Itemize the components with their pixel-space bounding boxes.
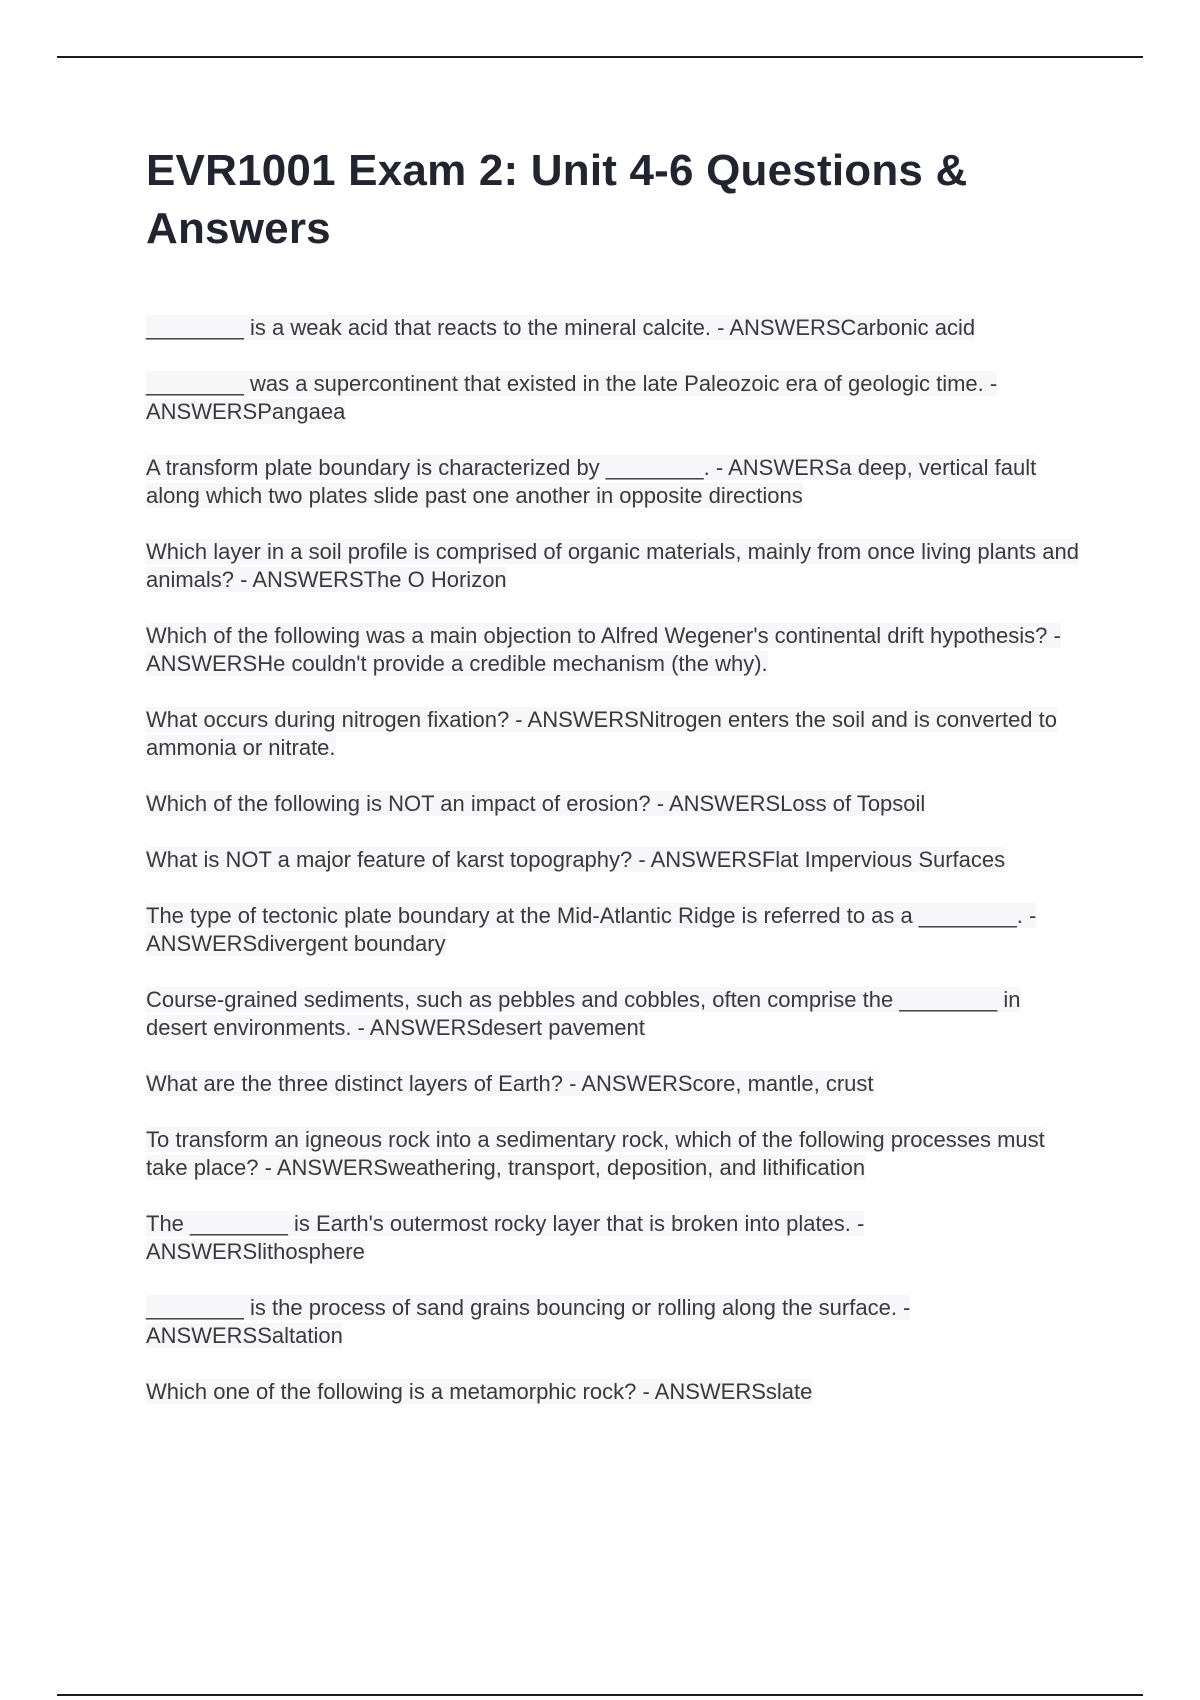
qa-item: What is NOT a major feature of karst topography? - ANSWERSFlat Impervious Surfaces	[146, 847, 1006, 872]
document-title: EVR1001 Exam 2: Unit 4-6 Questions & Answers	[146, 146, 968, 253]
qa-item: Which one of the following is a metamorphic rock? - ANSWERSslate	[146, 1379, 813, 1404]
top-divider	[57, 56, 1143, 58]
qa-item: ________ is a weak acid that reacts to the mineral calcite. - ANSWERSCarbonic acid	[146, 315, 976, 340]
qa-item: A transform plate boundary is characterized by ________. - ANSWERSa deep, vertical fault along which two plates slide past one another in opposite directions	[146, 455, 1037, 508]
qa-list	[146, 314, 1086, 1406]
qa-item: Course-grained sediments, such as pebbles and cobbles, often comprise the ________ in desert environments. - ANSWERSdesert pavement	[146, 987, 1021, 1040]
qa-item: To transform an igneous rock into a sedimentary rock, which of the following processes must take place? - ANSWERSweathering, transport, deposition, and lithification	[146, 1127, 1045, 1180]
qa-item: ________ is the process of sand grains bouncing or rolling along the surface. - ANSWERSSaltation	[146, 1295, 911, 1348]
qa-item: The type of tectonic plate boundary at the Mid-Atlantic Ridge is referred to as a ________. - ANSWERSdivergent boundary	[146, 903, 1037, 956]
bottom-divider	[57, 1694, 1143, 1696]
qa-item: Which layer in a soil profile is comprised of organic materials, mainly from once living plants and animals? - ANSWERSThe O Horizon	[146, 539, 1079, 592]
document-page	[146, 142, 1086, 1434]
qa-item: Which of the following was a main objection to Alfred Wegener's continental drift hypothesis? - ANSWERSHe couldn't provide a credible mechanism (the why).	[146, 623, 1061, 676]
qa-item: What occurs during nitrogen fixation? - ANSWERSNitrogen enters the soil and is converted to ammonia or nitrate.	[146, 707, 1058, 760]
qa-item: Which of the following is NOT an impact of erosion? - ANSWERSLoss of Topsoil	[146, 791, 926, 816]
qa-item: The ________ is Earth's outermost rocky layer that is broken into plates. - ANSWERSlithosphere	[146, 1211, 865, 1264]
qa-item: What are the three distinct layers of Earth? - ANSWERScore, mantle, crust	[146, 1071, 874, 1096]
qa-item: ________ was a supercontinent that existed in the late Paleozoic era of geologic time. - ANSWERSPangaea	[146, 371, 998, 424]
